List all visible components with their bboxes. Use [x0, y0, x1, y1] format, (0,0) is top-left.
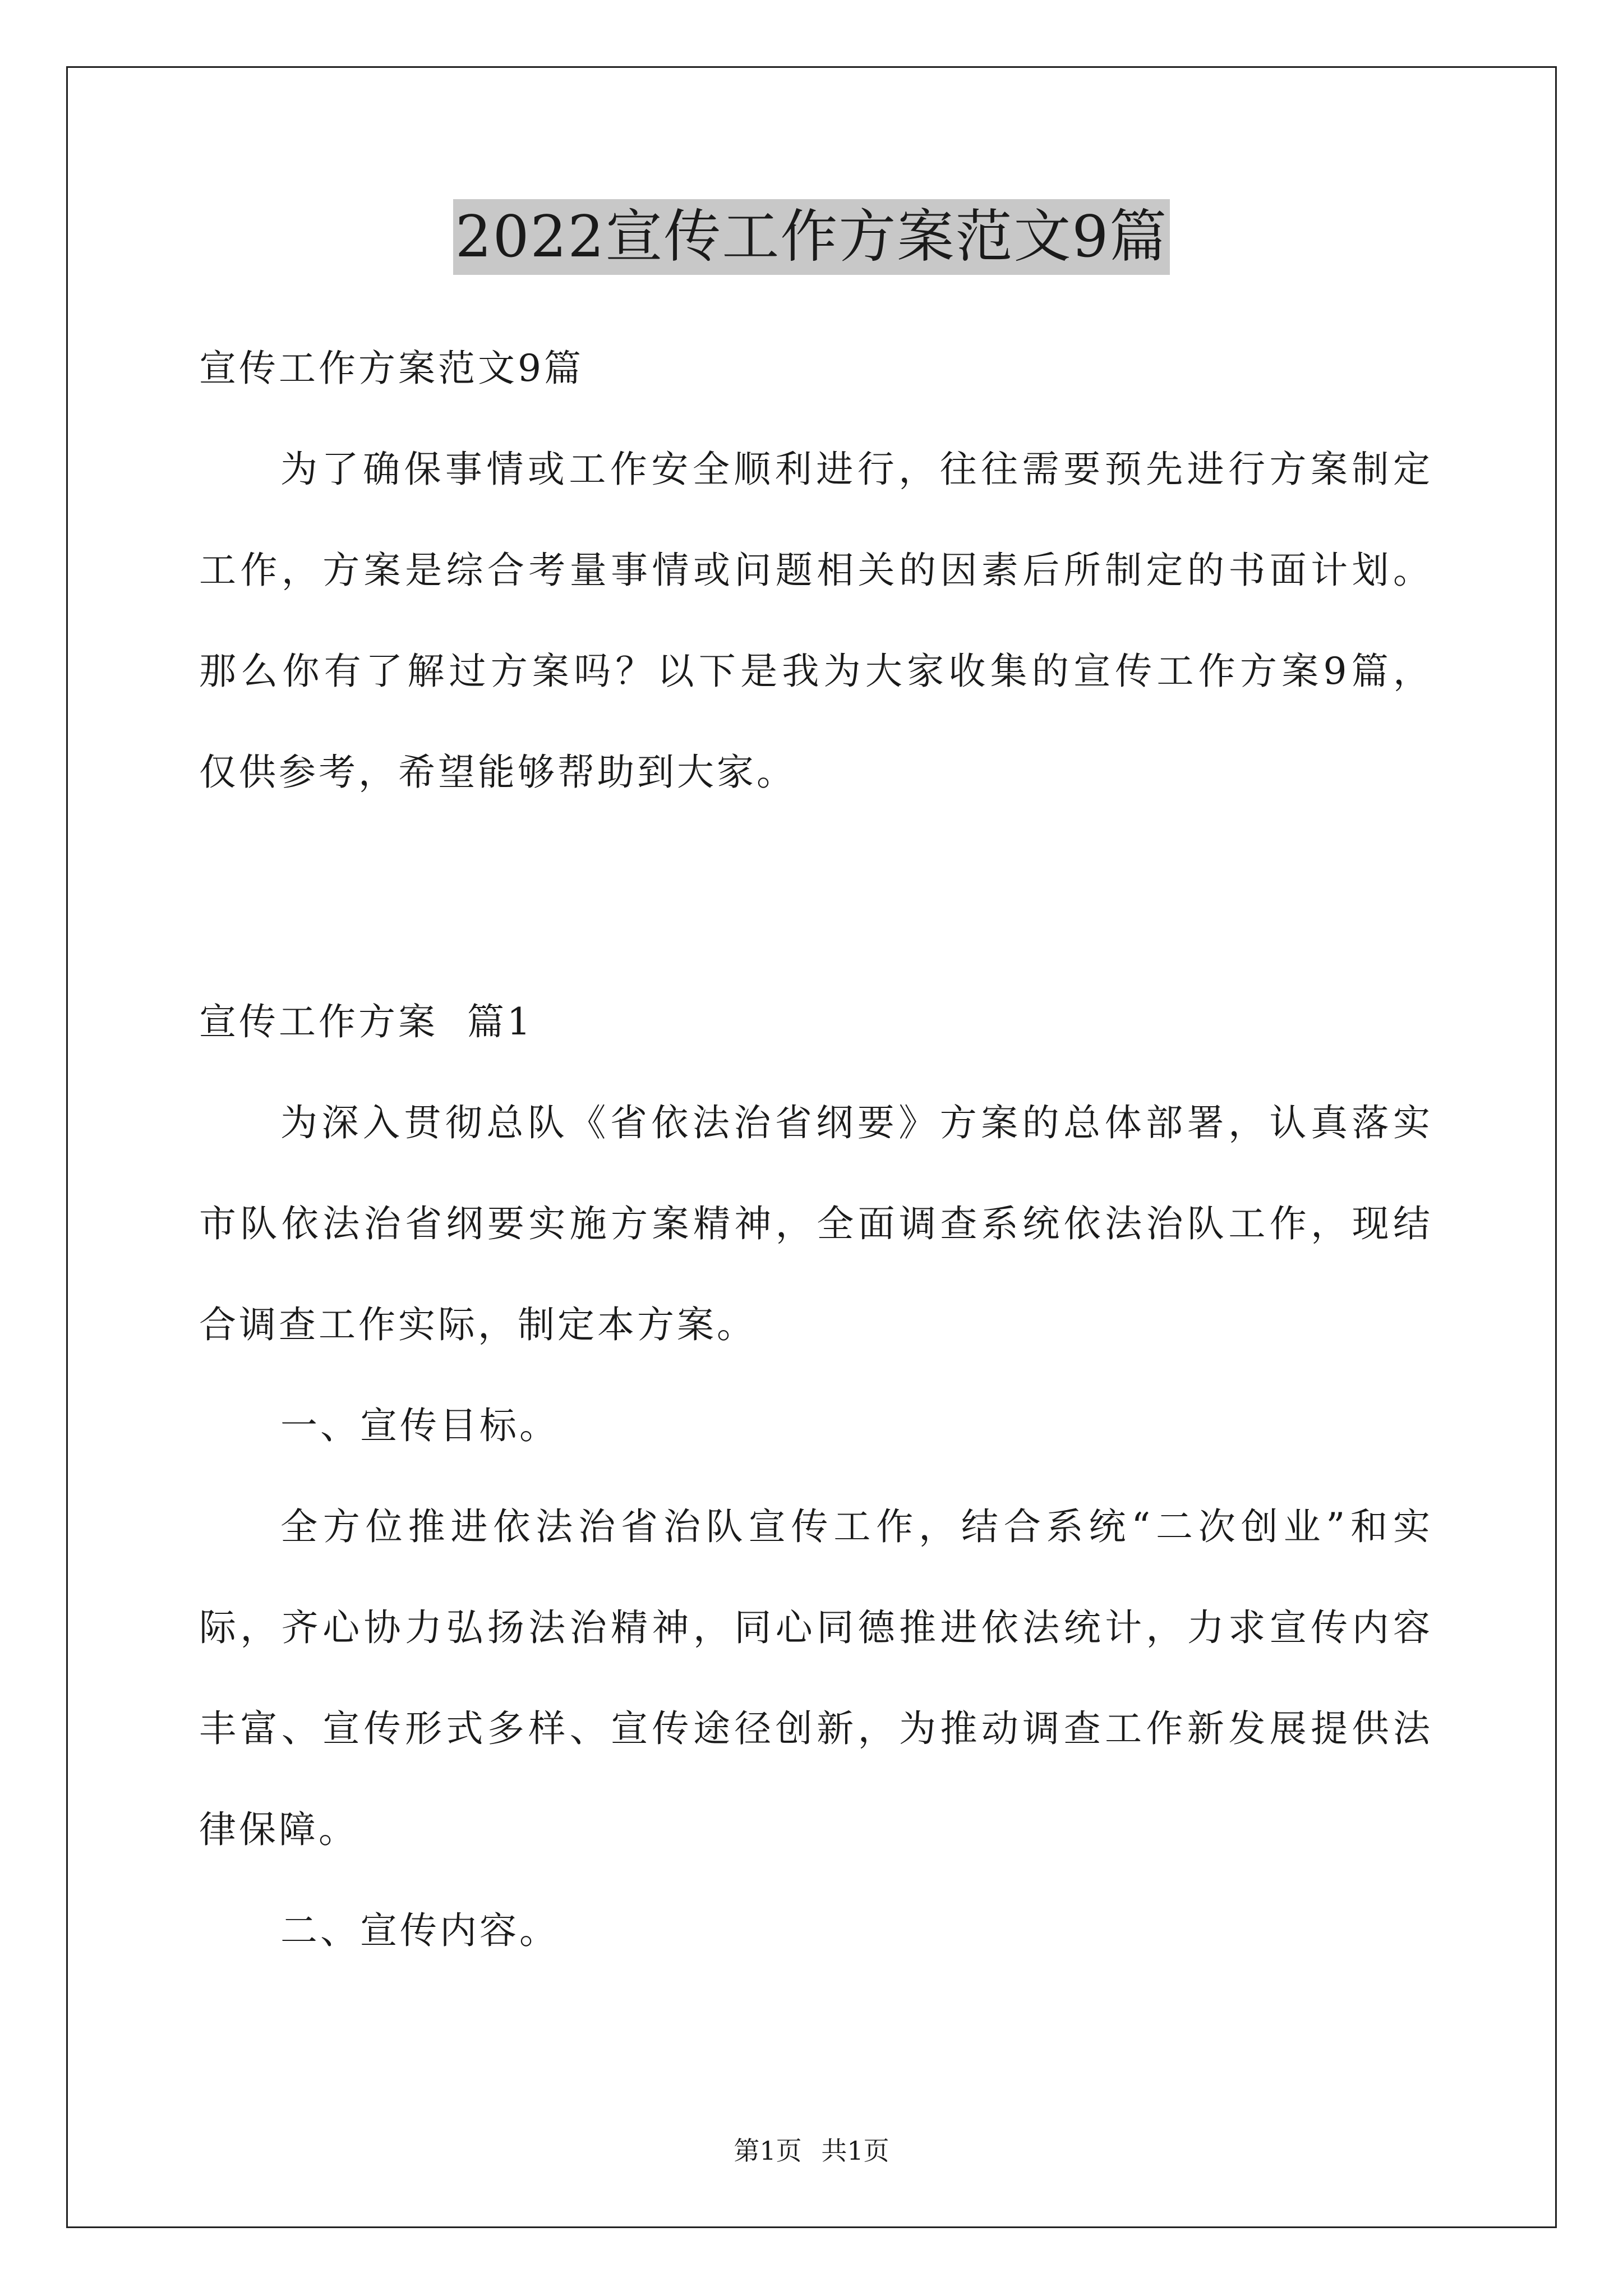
subheading-content: 二、宣传内容。 [280, 1909, 559, 1952]
page-number: 第1页 [734, 2136, 802, 2166]
intro-line-4: 仅供参考，希望能够帮助到大家。 [199, 751, 796, 794]
intro-line-3: 那么你有了解过方案吗？以下是我为大家收集的宣传工作方案9篇， [199, 650, 1430, 693]
intro-line-2: 工作，方案是综合考量事情或问题相关的因素后所制定的书面计划。 [199, 549, 1430, 592]
goal-line-2: 际，齐心协力弘扬法治精神，同心同德推进依法统计，力求宣传内容 [199, 1606, 1430, 1649]
section-heading: 宣传工作方案 篇1 [199, 1000, 533, 1043]
goal-line-3: 丰富、宣传形式多样、宣传途径创新，为推动调查工作新发展提供法 [199, 1707, 1430, 1750]
goal-line-1: 全方位推进依法治省治队宣传工作，结合系统“二次创业”和实 [280, 1505, 1430, 1548]
goal-line-4: 律保障。 [199, 1808, 358, 1851]
intro-line-1: 为了确保事情或工作安全顺利进行，往往需要预先进行方案制定 [280, 448, 1430, 491]
section1-line-3: 合调查工作实际，制定本方案。 [199, 1303, 757, 1346]
document-subtitle: 宣传工作方案范文9篇 [199, 347, 584, 390]
title-container [0, 199, 1623, 275]
page-footer [0, 2135, 1623, 2166]
page-border [66, 66, 1557, 2228]
page-total: 共1页 [821, 2136, 889, 2166]
document-title: 2022宣传工作方案范文9篇 [453, 199, 1170, 275]
section1-line-2: 市队依法治省纲要实施方案精神，全面调查系统依法治队工作，现结 [199, 1202, 1430, 1245]
subheading-goal: 一、宣传目标。 [280, 1404, 559, 1447]
section1-line-1: 为深入贯彻总队《省依法治省纲要》方案的总体部署，认真落实 [280, 1101, 1430, 1144]
